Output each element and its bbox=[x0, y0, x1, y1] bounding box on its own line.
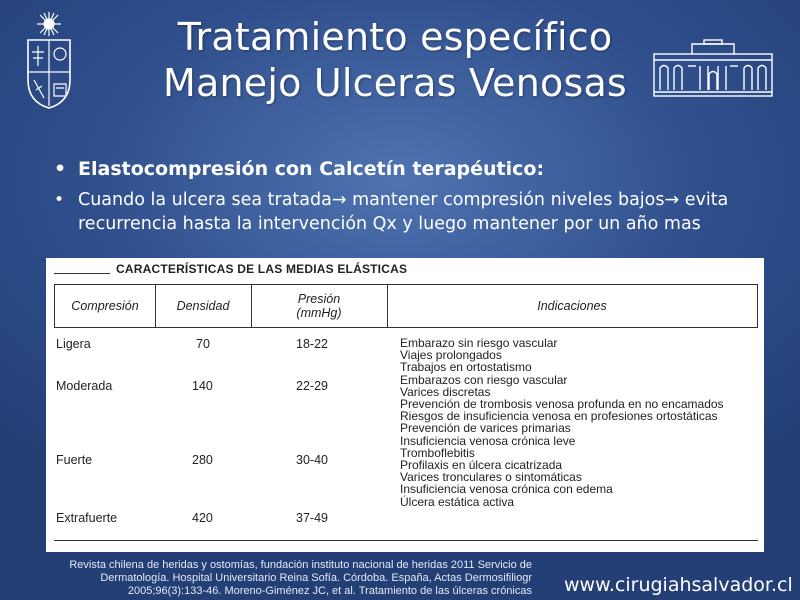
bullet-glyph: • bbox=[54, 190, 65, 210]
reference-footnote bbox=[14, 559, 532, 600]
indication-item: Prevención de varices primarias bbox=[400, 421, 571, 436]
website-url: www.cirugiahsalvador.cl bbox=[564, 574, 793, 596]
indication-item: Viajes prolongados bbox=[400, 348, 502, 363]
bullet-text-1: Elastocompresión con Calcetín terapéutico: bbox=[78, 158, 545, 180]
cell-densidad: 70 bbox=[196, 337, 210, 351]
cell-densidad: 420 bbox=[192, 511, 213, 525]
header-compresion: Compresión bbox=[71, 299, 139, 313]
header-presion-line-2: (mmHg) bbox=[296, 306, 342, 320]
cell-indicaciones bbox=[400, 337, 756, 374]
cell-presion: 30-40 bbox=[296, 453, 328, 467]
reference-line-1: Revista chilena de heridas y ostomías, fundación instituto nacional de heridas 2011 Servicio de bbox=[69, 559, 532, 571]
title-line-2: Manejo Ulceras Venosas bbox=[163, 61, 627, 105]
indication-item: Tromboflebitis bbox=[400, 445, 475, 460]
indication-item: Riesgos de insuficiencia venosa en profesiones ortostáticas bbox=[400, 409, 718, 424]
bullet-glyph: • bbox=[54, 158, 67, 180]
university-crest-logo bbox=[22, 10, 76, 110]
table-title-rule bbox=[54, 273, 110, 274]
cell-densidad: 280 bbox=[192, 453, 213, 467]
indication-item: Profilaxis en úlcera cicatrizada bbox=[400, 458, 563, 472]
indication-item: Prevención de trombosis venosa profunda en no encamados bbox=[400, 397, 724, 411]
bullet-item-1 bbox=[48, 156, 788, 182]
cell-indicaciones bbox=[400, 435, 756, 484]
reference-line-3: 2005;96(3):133-46. Moreno-Giménez JC, et al. Tratamiento de las úlceras crónicas bbox=[127, 585, 532, 597]
table-title: CARACTERÍSTICAS DE LAS MEDIAS ELÁSTICAS bbox=[116, 262, 408, 276]
indication-item: Úlcera estática activa bbox=[400, 494, 515, 509]
header-presion-line-1: Presión bbox=[297, 292, 341, 306]
bullet-text-2-line-2: recurrencia hasta la intervención Qx y luego mantener por un año mas bbox=[78, 214, 701, 234]
indication-item: Embarazos con riesgo vascular bbox=[400, 372, 568, 387]
bullet-list bbox=[48, 156, 788, 236]
reference-line-2: Dermatología. Hospital Universitario Reina Sofía. Córdoba. España, Actas Dermosifiliogr bbox=[100, 572, 532, 584]
cell-compresion: Fuerte bbox=[56, 453, 93, 467]
indication-item: Insuficiencia venosa crónica leve bbox=[400, 433, 576, 448]
slide-title bbox=[100, 14, 690, 106]
title-line-1: Tratamiento específico bbox=[177, 15, 613, 59]
indication-item: Varices discretas bbox=[400, 384, 491, 399]
indication-item: Insuficiencia venosa crónica con edema bbox=[400, 482, 613, 497]
cell-densidad: 140 bbox=[192, 379, 213, 393]
cell-compresion: Moderada bbox=[56, 379, 113, 393]
header-indicaciones: Indicaciones bbox=[537, 299, 607, 313]
cell-presion: 37-49 bbox=[296, 511, 328, 525]
cell-compresion: Ligera bbox=[56, 337, 91, 351]
cell-presion: 22-29 bbox=[296, 379, 328, 393]
indication-item: Varices tronculares o sintomáticas bbox=[400, 470, 582, 485]
bullet-text-2-line-1: Cuando la ulcera sea tratada→ mantener compresión niveles bajos→ evita bbox=[78, 190, 729, 210]
indication-item: Embarazo sin riesgo vascular bbox=[400, 336, 558, 350]
header-densidad: Densidad bbox=[176, 299, 230, 313]
cell-indicaciones bbox=[400, 483, 756, 507]
cell-presion: 18-22 bbox=[296, 337, 328, 351]
compression-stockings-table bbox=[46, 258, 764, 552]
table-header bbox=[54, 284, 758, 328]
header-presion bbox=[251, 285, 387, 327]
cell-indicaciones bbox=[400, 374, 756, 435]
bullet-item-2 bbox=[48, 188, 788, 236]
cell-compresion: Extrafuerte bbox=[56, 511, 118, 525]
indication-item: Trabajos en ortostatismo bbox=[400, 360, 532, 375]
table-body bbox=[54, 328, 758, 541]
